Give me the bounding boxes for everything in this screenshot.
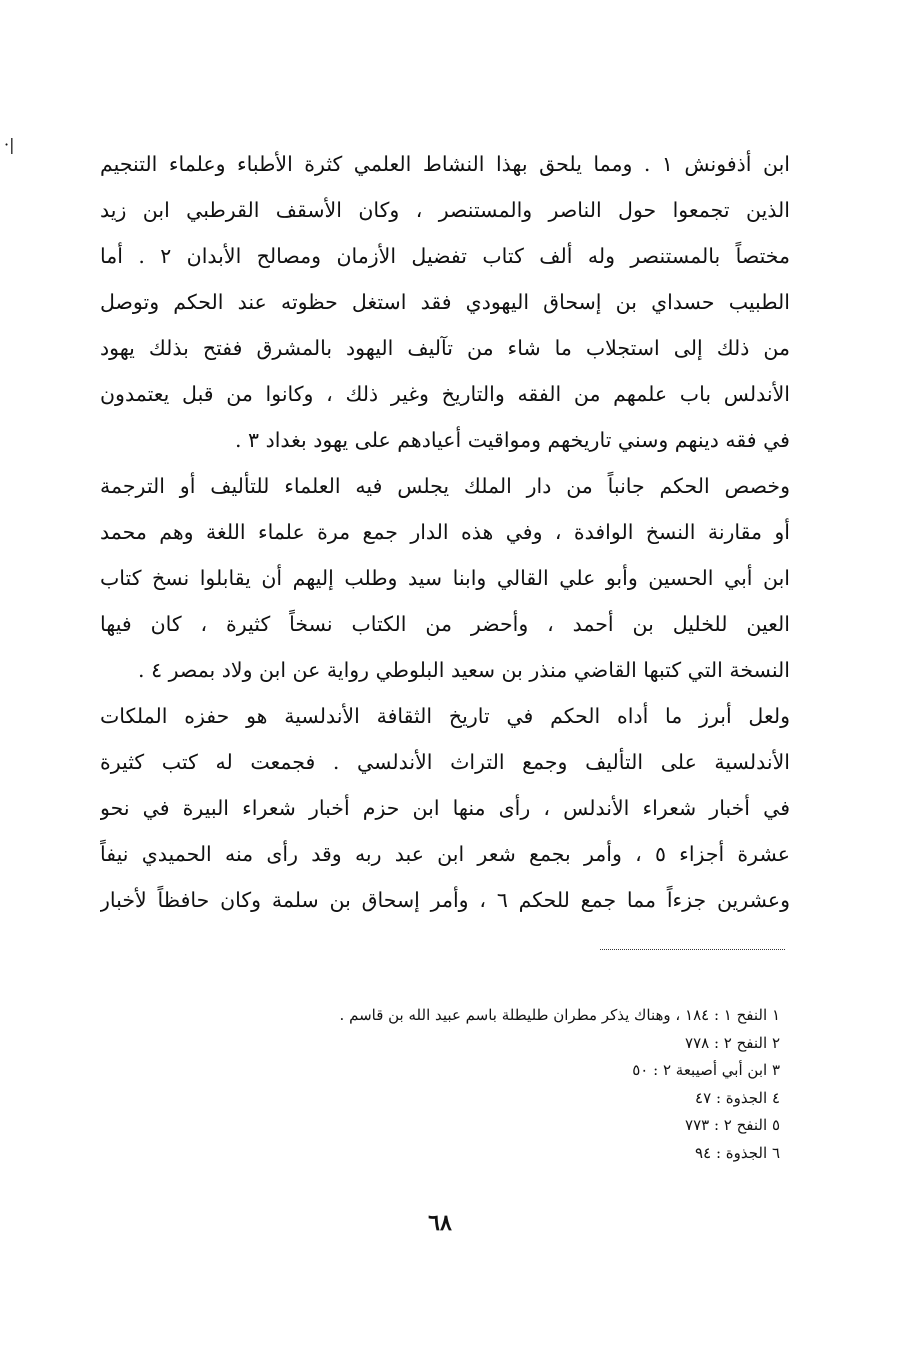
text-line: ولعل أبرز ما أداه الحكم في تاريخ الثقافة الأندلسية هو حفزه الملكات xyxy=(100,704,790,728)
text-line: وخصص الحكم جانباً من دار الملك يجلس فيه العلماء للتأليف أو الترجمة xyxy=(100,474,790,498)
footnote-divider xyxy=(600,949,785,950)
text-line: الذين تجمعوا حول الناصر والمستنصر ، وكان الأسقف القرطبي ابن زيد xyxy=(100,198,790,222)
text-line: الأندلس باب علمهم من الفقه والتاريخ وغير ذلك ، وكانوا من قبل يعتمدون xyxy=(100,382,790,406)
page-edge-mark: ·| xyxy=(4,135,15,154)
main-text xyxy=(100,141,790,923)
text-line: عشرة أجزاء ٥ ، وأمر بجمع شعر ابن عبد ربه وقد رأى منه الحميدي نيفاً xyxy=(100,842,790,866)
text-line: في أخبار شعراء الأندلس ، رأى منها ابن حزم أخبار شعراء البيرة في نحو xyxy=(100,796,790,820)
footnote: ٢ النفح ٢ : ٧٧٨ xyxy=(685,1033,780,1052)
footnote: ٤ الجذوة : ٤٧ xyxy=(695,1088,780,1107)
text-line: في فقه دينهم وسني تاريخهم ومواقيت أعيادهم على يهود بغداد ٣ . xyxy=(234,428,790,452)
footnote: ٦ الجذوة : ٩٤ xyxy=(695,1143,780,1162)
footnote: ٥ النفح ٢ : ٧٧٣ xyxy=(685,1116,780,1134)
footnotes xyxy=(150,1002,780,1167)
text-line: أو مقارنة النسخ الوافدة ، وفي هذه الدار جمع مرة علماء اللغة وهم محمد xyxy=(100,520,790,544)
footnote: ١ النفح ١ : ١٨٤ ، وهناك يذكر مطران طليطلة باسم عبيد الله بن قاسم . xyxy=(339,1006,780,1024)
text-line: ابن أبي الحسين وأبو علي القالي وابنا سيد وطلب إليهم أن يقابلوا نسخ كتاب xyxy=(100,566,790,590)
text-line: وعشرين جزءاً مما جمع للحكم ٦ ، وأمر إسحاق بن سلمة وكان حافظاً لأخبار xyxy=(100,888,790,912)
text-line: من ذلك إلى استجلاب ما شاء من تآليف اليهود بالمشرق ففتح بذلك يهود xyxy=(100,336,790,360)
page-number: ٦٨ xyxy=(428,1210,452,1236)
text-line: ابن أذفونش ١ . ومما يلحق بهذا النشاط العلمي كثرة الأطباء وعلماء التنجيم xyxy=(100,152,790,176)
text-line: الأندلسية على التأليف وجمع التراث الأندلسي . فجمعت له كتب كثيرة xyxy=(100,750,790,774)
text-line: الطبيب حسداي بن إسحاق اليهودي فقد استغل حظوته عند الحكم وتوصل xyxy=(100,290,790,314)
text-line: النسخة التي كتبها القاضي منذر بن سعيد البلوطي رواية عن ابن ولاد بمصر ٤ . xyxy=(138,658,790,682)
text-line: مختصاً بالمستنصر وله ألف كتاب تفضيل الأزمان ومصالح الأبدان ٢ . أما xyxy=(100,244,790,268)
footnote: ٣ ابن أبي أصيبعة ٢ : ٥٠ xyxy=(632,1061,780,1079)
text-line: العين للخليل بن أحمد ، وأحضر من الكتاب نسخاً كثيرة ، كان فيها xyxy=(100,612,790,636)
